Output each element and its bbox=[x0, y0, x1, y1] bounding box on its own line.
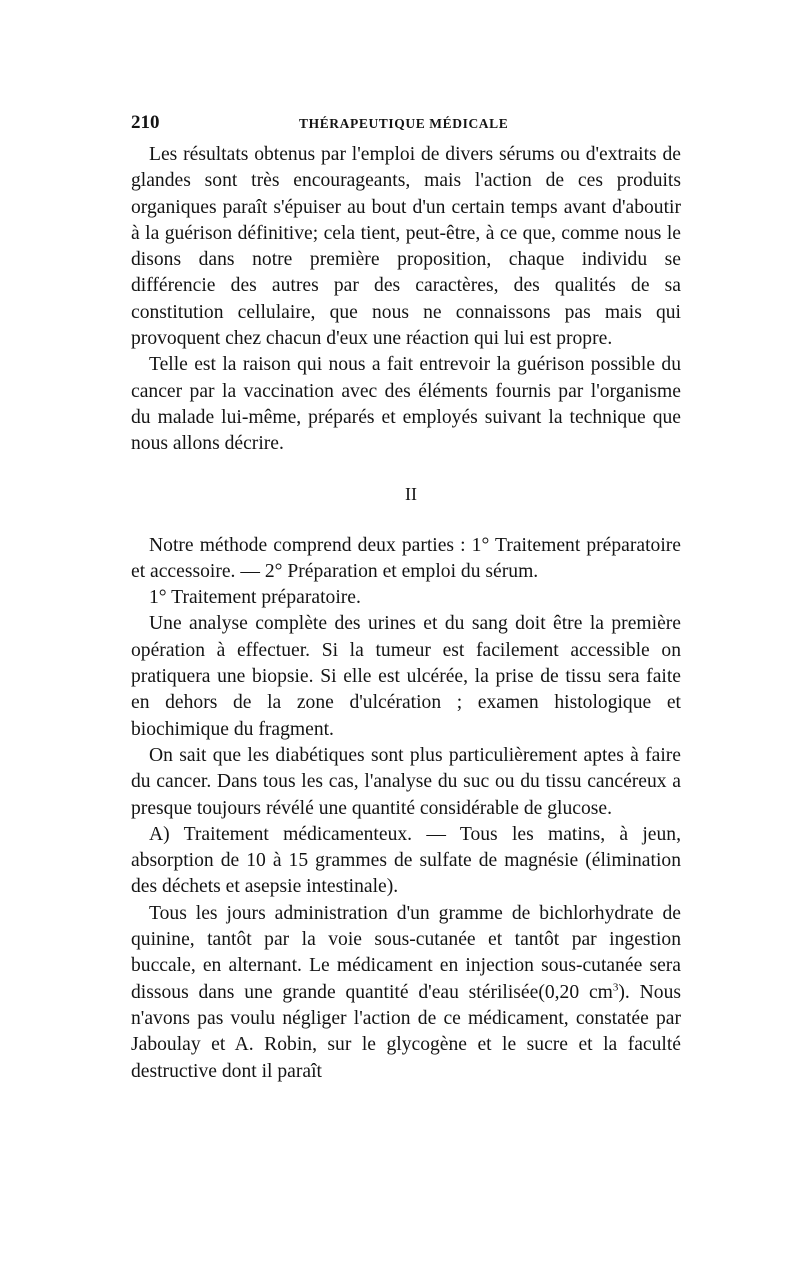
paragraph-continuation: ). Nous n'avons pas voulu négliger l'action de ce médicament, constatée par Jaboulay et A. Robin, sur le glycogène et le sucre et la faculté destructive dont il paraît bbox=[131, 981, 681, 1082]
section-numeral: II bbox=[405, 483, 417, 504]
running-head bbox=[131, 112, 681, 142]
superscript: 3 bbox=[612, 981, 619, 994]
section-intro: Notre méthode comprend deux parties : 1° Traitement préparatoire et accessoire. — 2° Préparation et emploi du sérum. bbox=[131, 534, 681, 582]
paragraph: Les résultats obtenus par l'emploi de divers sérums ou d'extraits de glandes sont très encourageants, mais l'action de ces produits organiques paraît s'épuiser au bout d'un certain temps avant d'aboutir à la guérison définitive; cela tient, peut-être, à ce que, comme nous le disons dans notre première proposition, chaque individu se différencie des autres par des caractères, des qualités de sa constitution cellulaire, que nous ne connaissons pas mais qui provoquent chez chacun d'eux une réaction qui lui est propre. bbox=[131, 144, 681, 350]
subheading: 1° Traitement préparatoire. bbox=[149, 587, 361, 609]
book-page bbox=[131, 112, 681, 1085]
section-two bbox=[131, 533, 681, 1085]
paragraph: Telle est la raison qui nous a fait entrevoir la guérison possible du cancer par la vaccination avec des éléments fournis par l'organisme du malade lui-même, préparés et employés suivant la technique que nous allons décrire. bbox=[131, 354, 681, 455]
paragraph: On sait que les diabétiques sont plus particulièrement aptes à faire du cancer. Dans tous les cas, l'analyse du suc ou du tissu cancéreux a presque toujours révélé une quantité considérable de glucose. bbox=[131, 744, 681, 819]
section-one bbox=[131, 142, 681, 458]
paragraph: Une analyse complète des urines et du sang doit être la première opération à effectuer. Si la tumeur est facilement accessible on pratiquera une biopsie. Si elle est ulcérée, la prise de tissu sera faite en dehors de la zone d'ulcération ; examen histologique et biochimique du fragment. bbox=[131, 613, 681, 740]
paragraph-text: Tous les jours administration d'un gramme de bichlorhydrate de quinine, tantôt par la voie sous-cutanée et tantôt par ingestion buccale, en alternant. Le médicament en injection sous-cutanée sera dissous dans une grande quantité d'eau stérilisée(0,20 cm bbox=[131, 902, 681, 1003]
running-title: THÉRAPEUTIQUE MÉDICALE bbox=[299, 116, 509, 131]
page-number: 210 bbox=[131, 112, 160, 133]
paragraph bbox=[131, 901, 681, 1085]
paragraph: A) Traitement médicamenteux. — Tous les matins, à jeun, absorption de 10 à 15 grammes de sulfate de magnésie (élimination des déchets et asepsie intestinale). bbox=[131, 823, 681, 898]
